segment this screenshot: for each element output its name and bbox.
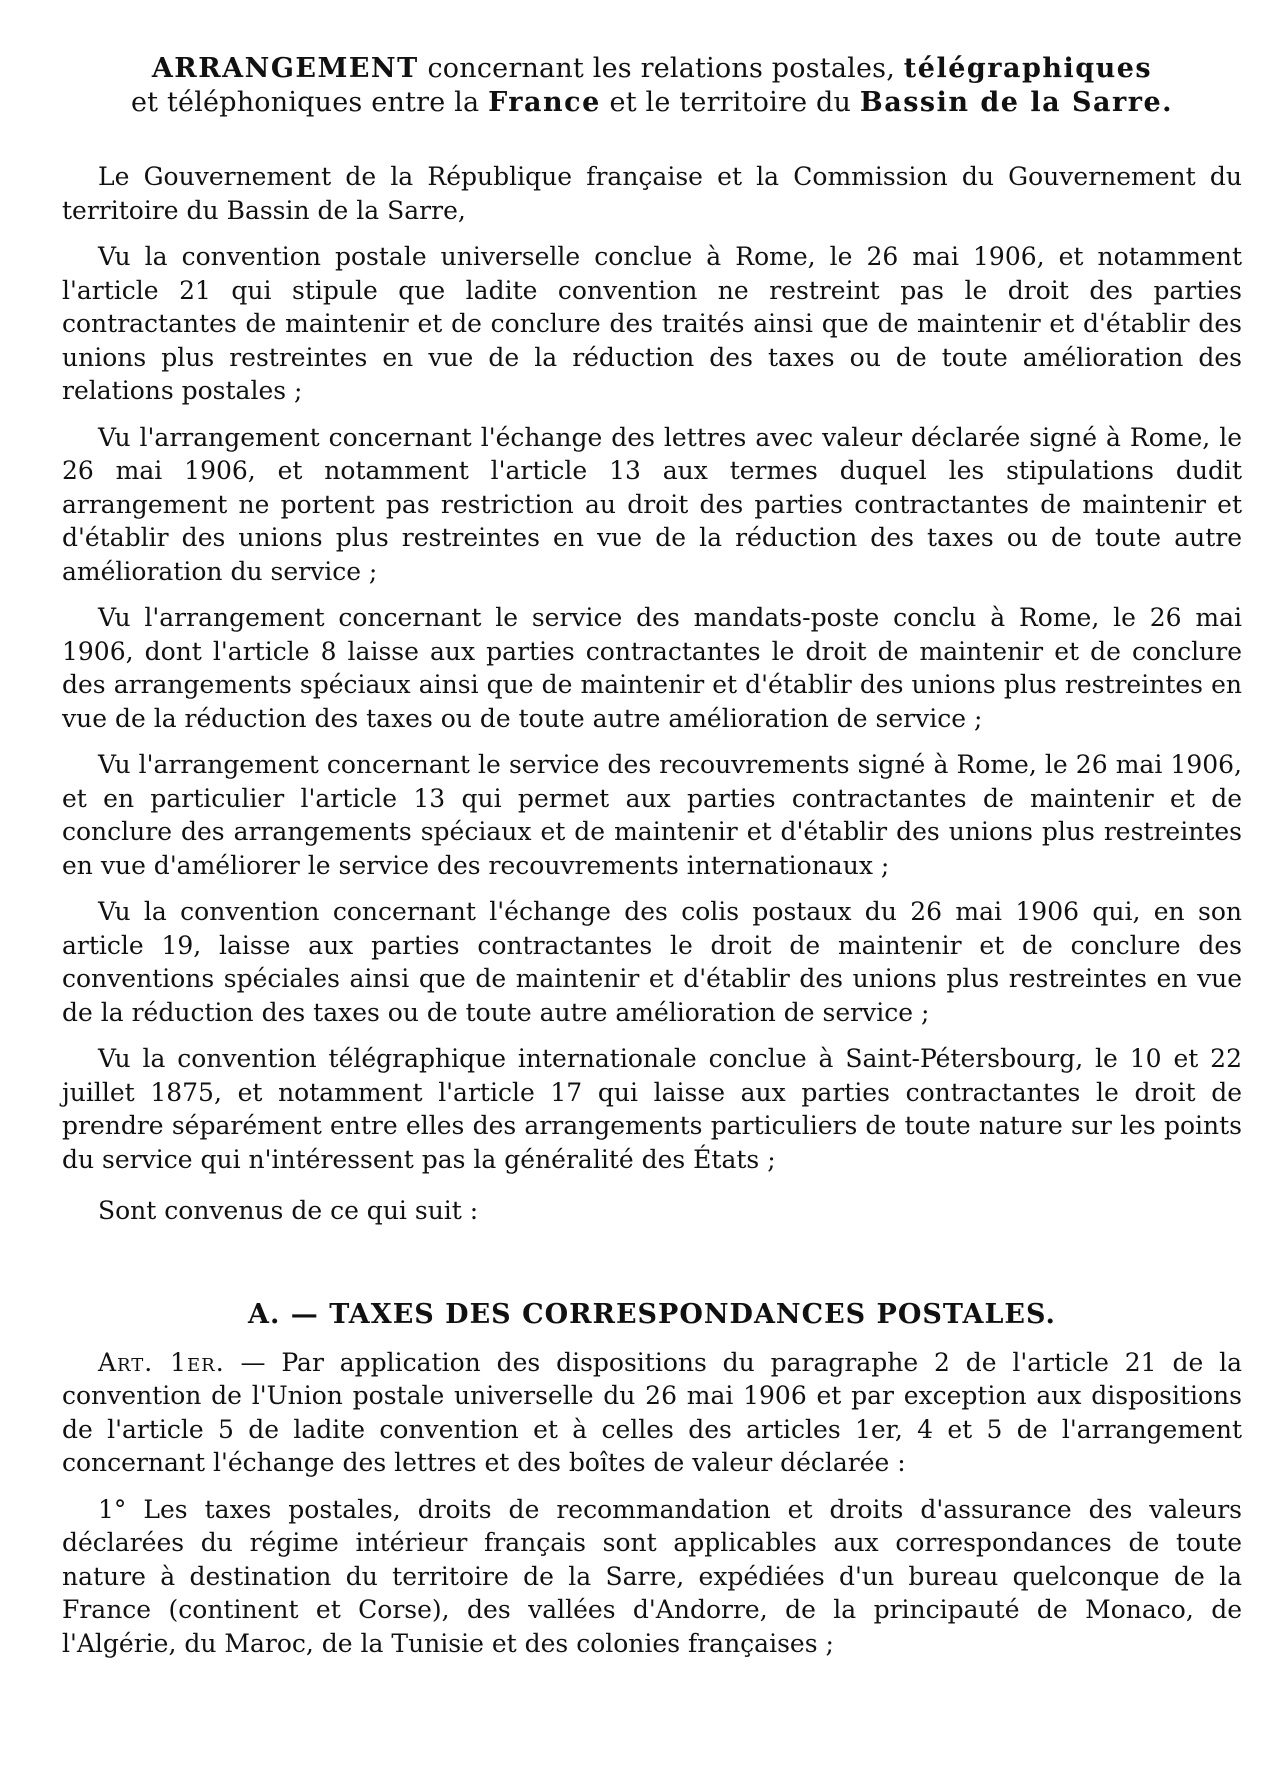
document-page [62,52,1242,1673]
document-title [62,52,1242,120]
preamble-paragraph-3: Vu l'arrangement concernant l'échange des lettres avec valeur déclarée signé à Rome, le 26 mai 1906, et notamment l'article 13 aux termes duquel les stipulations dudit arrangement ne portent pas restriction au droit des parties contractantes de maintenir et d'établir des unions plus restreintes en vue de la réduction des taxes ou de toute autre amélioration du service ; [62,422,1242,586]
article-1-point-1: 1° Les taxes postales, droits de recommandation et droits d'assurance des valeurs déclarées du régime intérieur français sont applicables aux correspondances de toute nature à destination du territoire de la Sarre, expédiées d'un bureau quelconque de la France (continent et Corse), des vallées d'Andorre, de la principauté de Monaco, de l'Algérie, du Maroc, de la Tunisie et des colonies françaises ; [62,1494,1242,1658]
title-part-3: et le territoire du [600,87,860,118]
article-1 [62,1346,1242,1661]
title-bold-3: France [488,87,601,118]
preamble-paragraph-1: Le Gouvernement de la République française et la Commission du Gouvernement du territoire du Bassin de la Sarre, [62,162,1242,225]
article-1-text: — Par application des dispositions du paragraphe 2 de l'article 21 de la convention de l'Union postale universelle du 26 mai 1906 et par exception aux dispositions de l'article 5 de ladite convention et à celles des articles 1er, 4 et 5 de l'arrangement concernant l'échange des lettres et des boîtes de valeur déclarée : [62,1347,1242,1477]
preamble-paragraph-7: Vu la convention télégraphique internationale conclue à Saint-Pétersbourg, le 10 et 22 juillet 1875, et notamment l'article 17 qui laisse aux parties contractantes le droit de prendre séparément entre elles des arrangements particuliers de toute nature sur les points du service qui n'intéressent pas la généralité des États ; [62,1044,1242,1174]
title-bold-2: télégraphiques [903,53,1153,84]
preamble-paragraph-2: Vu la convention postale universelle conclue à Rome, le 26 mai 1906, et notamment l'article 21 qui stipule que ladite convention ne restreint pas le droit des parties contractantes de maintenir et de conclure des traités ainsi que de maintenir et d'établir des unions plus restreintes en vue de la réduction des taxes ou de toute amélioration des relations postales ; [62,242,1242,405]
title-part-2: et téléphoniques entre la [130,87,489,118]
title-part-1: concernant les relations postales, [418,53,904,84]
preamble-paragraph-6: Vu la convention concernant l'échange des colis postaux du 26 mai 1906 qui, en son article 19, laisse aux parties contractantes le droit de maintenir et de conclure des conventions spéciales ainsi que de maintenir et d'établir des unions plus restreintes en vue de la réduction des taxes ou de toute autre amélioration de service ; [62,897,1242,1027]
section-heading: A. — TAXES DES CORRESPONDANCES POSTALES. [248,1298,1056,1330]
title-bold-4: Bassin de la Sarre. [859,87,1174,118]
preamble [62,160,1242,1228]
preamble-closing: Sont convenus de ce qui suit : [98,1196,479,1225]
article-1-label: Art. 1er. [98,1347,225,1377]
preamble-paragraph-5: Vu l'arrangement concernant le service des recouvrements signé à Rome, le 26 mai 1906, et en particulier l'article 13 qui permet aux parties contractantes de maintenir et de conclure des arrangements spéciaux et de maintenir et d'établir des unions plus restreintes en vue d'améliorer le service des recouvrements internationaux ; [62,750,1242,880]
title-lead: ARRANGEMENT [151,53,419,84]
article-1-paragraph [62,1346,1242,1480]
preamble-paragraph-4: Vu l'arrangement concernant le service des mandats-poste conclu à Rome, le 26 mai 1906, dont l'article 8 laisse aux parties contractantes le droit de maintenir et de conclure des arrangements spéciaux ainsi que de maintenir et d'établir des unions plus restreintes en vue de la réduction des taxes ou de toute autre amélioration de service ; [62,603,1242,733]
